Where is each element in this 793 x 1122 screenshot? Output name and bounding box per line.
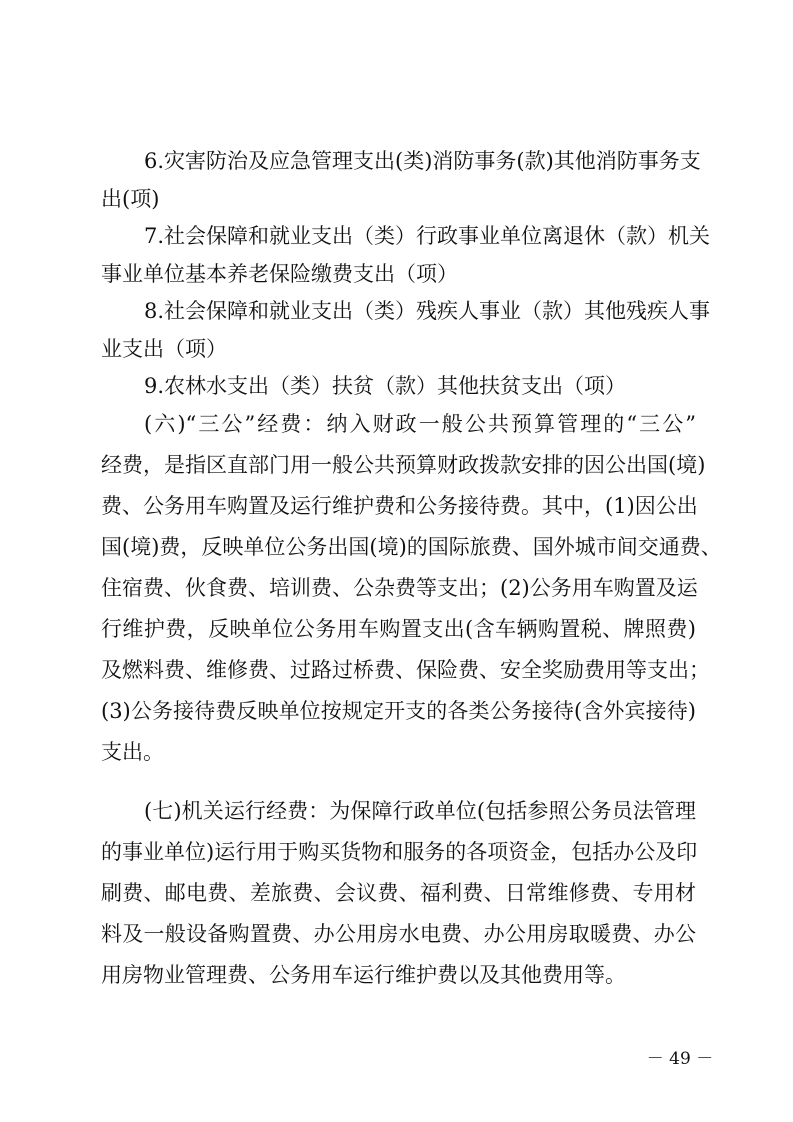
paragraph-7-line-2: 事业单位基本养老保险缴费支出（项） <box>101 262 458 286</box>
section-6-line-8: (3)公务接待费反映单位按规定开支的各类公务接待(含外宾接待) <box>101 699 696 723</box>
section-7-line-3: 刷费、邮电费、差旅费、会议费、福利费、日常维修费、专用材 <box>101 881 696 905</box>
section-7-line-5: 用房物业管理费、公务用车运行维护费以及其他费用等。 <box>101 963 626 987</box>
section-6-line-7: 及燃料费、维修费、过路过桥费、保险费、安全奖励费用等支出； <box>101 658 710 682</box>
paragraph-9-line-1: 9.农林水支出（类）扶贫（款）其他扶贫支出（项） <box>144 374 627 398</box>
paragraph-6-line-1: 6.灾害防治及应急管理支出(类)消防事务(款)其他消防事务支 <box>144 149 701 173</box>
section-6-line-1: (六)“三公”经费：纳入财政一般公共预算管理的“三公” <box>144 412 696 436</box>
section-7-line-2: 的事业单位)运行用于购买货物和服务的各项资金，包括办公及印 <box>101 840 698 864</box>
section-6-line-2: 经费，是指区直部门用一般公共预算财政拨款安排的因公出国(境) <box>101 453 706 477</box>
section-6-line-5: 住宿费、伙食费、培训费、公杂费等支出；(2)公务用车购置及运 <box>101 576 698 600</box>
section-7-line-4: 料及一般设备购置费、办公用房水电费、办公用房取暖费、办公 <box>101 922 696 946</box>
section-6-line-9: 支出。 <box>101 740 164 764</box>
section-7-line-1: (七)机关运行经费：为保障行政单位(包括参照公务员法管理 <box>144 799 696 823</box>
section-6-line-6: 行维护费，反映单位公务用车购置支出(含车辆购置税、牌照费) <box>101 617 696 641</box>
paragraph-6-line-2: 出(项) <box>101 187 160 211</box>
paragraph-7-line-1: 7.社会保障和就业支出（类）行政事业单位离退休（款）机关 <box>144 224 711 248</box>
section-6-line-3: 费、公务用车购置及运行维护费和公务接待费。其中，(1)因公出 <box>101 494 698 518</box>
paragraph-8-line-1: 8.社会保障和就业支出（类）残疾人事业（款）其他残疾人事 <box>144 299 711 323</box>
paragraph-8-line-2: 业支出（项） <box>101 337 227 361</box>
page-number: － 49 － <box>646 1049 714 1069</box>
section-6-line-4: 国(境)费，反映单位公务出国(境)的国际旅费、国外城市间交通费、 <box>101 535 722 559</box>
